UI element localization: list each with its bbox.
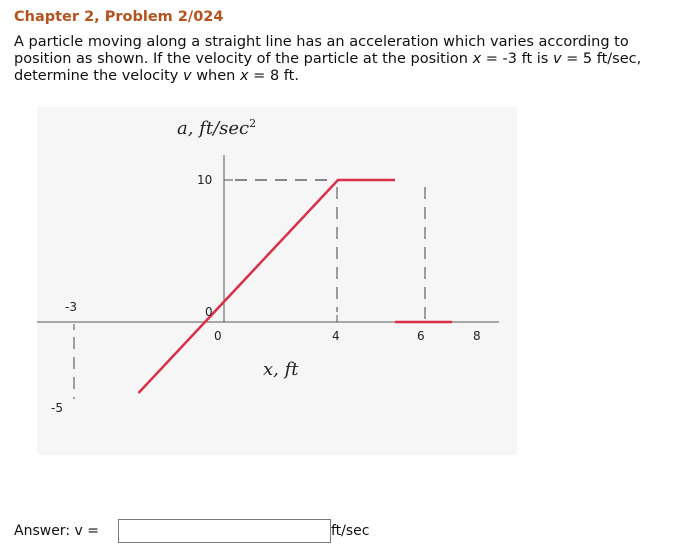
- problem-text-5: = 8 ft.: [248, 68, 299, 84]
- x-tick-label-8: 8: [473, 329, 481, 343]
- x-tick-label-0: 0: [214, 329, 222, 343]
- y-label-neg5: -5: [51, 401, 63, 415]
- var-v: v: [552, 51, 562, 67]
- y-tick-label-0: 0: [205, 305, 213, 319]
- problem-title: Chapter 2, Problem 2/024: [14, 9, 224, 25]
- var-x: x: [239, 68, 249, 84]
- x-label-neg3: -3: [65, 300, 77, 314]
- problem-text-4: when: [191, 68, 240, 84]
- x-axis-label: x, ft: [263, 359, 299, 380]
- y-tick-label-10: 10: [197, 173, 213, 187]
- answer-unit: ft/sec: [331, 523, 370, 539]
- problem-text-2: = -3 ft is: [481, 51, 553, 67]
- problem-statement: [14, 34, 659, 85]
- x-tick-label-6: 6: [417, 329, 425, 343]
- problem-text-3: = 5 ft/sec, determine the velocity: [14, 51, 642, 84]
- var-x: x: [472, 51, 482, 67]
- answer-input[interactable]: [118, 519, 331, 543]
- problem-text-1: A particle moving along a straight line has an acceleration which varies according to position as shown. If the velocity of the particle at the position: [14, 34, 629, 67]
- var-v: v: [183, 68, 192, 84]
- y-axis-label-text: a, ft/sec: [177, 118, 250, 139]
- acceleration-graph: [37, 107, 517, 455]
- y-axis-label: [177, 117, 256, 139]
- x-tick-label-4: 4: [332, 329, 340, 343]
- graph-panel: [37, 107, 517, 455]
- answer-label: Answer: v =: [14, 523, 99, 539]
- y-axis-label-superscript: 2: [249, 117, 257, 130]
